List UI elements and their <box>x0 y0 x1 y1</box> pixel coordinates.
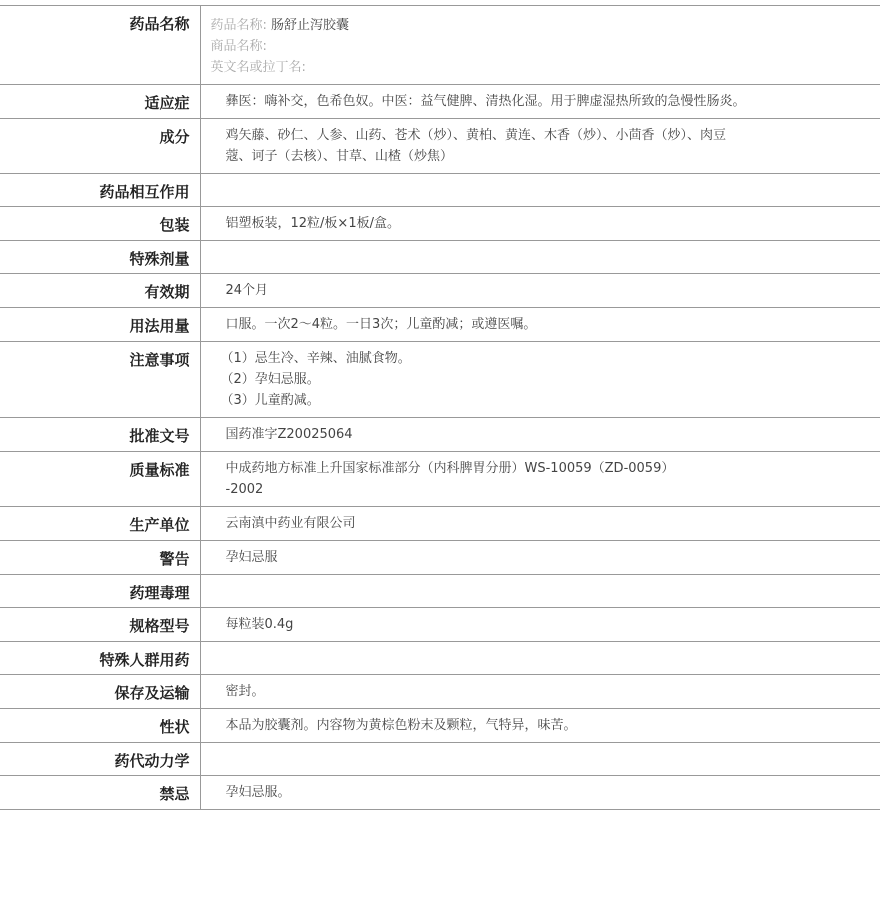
value-line: 鸡矢藤、砂仁、人参、山药、苍术（炒）、黄柏、黄连、木香（炒）、小茴香（炒）、肉豆 <box>225 128 727 143</box>
trade-name-label: 商品名称: <box>210 39 267 54</box>
table-row <box>0 675 880 709</box>
drug-name-cell <box>200 6 880 85</box>
table-row <box>0 207 880 241</box>
row-value: 彝医：嗨补交，色希色奴。中医：益气健脾、清热化湿。用于脾虚湿热所致的急慢性肠炎。 <box>200 85 880 119</box>
table-row <box>0 608 880 642</box>
row-label: 有效期 <box>0 274 200 308</box>
row-value: 口服。一次2～4粒。一日3次；儿童酌减；或遵医嘱。 <box>200 308 880 342</box>
value-line: （1）忌生冷、辛辣、油腻食物。 <box>220 351 411 366</box>
table-row <box>0 342 880 418</box>
table-row <box>0 174 880 207</box>
table-row <box>0 241 880 274</box>
row-value <box>200 642 880 675</box>
row-value <box>200 342 880 418</box>
table-row <box>0 575 880 608</box>
table-row <box>0 507 880 541</box>
table-row <box>0 776 880 810</box>
row-value <box>200 743 880 776</box>
row-label: 特殊人群用药 <box>0 642 200 675</box>
row-value: 孕妇忌服。 <box>200 776 880 810</box>
row-label: 警告 <box>0 541 200 575</box>
table-row <box>0 119 880 174</box>
english-name-label: 英文名或拉丁名: <box>210 60 306 75</box>
row-label: 包装 <box>0 207 200 241</box>
row-label: 适应症 <box>0 85 200 119</box>
table-row <box>0 743 880 776</box>
value-line: （3）儿童酌减。 <box>220 393 320 408</box>
row-label: 特殊剂量 <box>0 241 200 274</box>
generic-name-line <box>211 15 871 36</box>
row-value <box>200 575 880 608</box>
row-value <box>200 119 880 174</box>
row-label: 用法用量 <box>0 308 200 342</box>
row-value: 孕妇忌服 <box>200 541 880 575</box>
row-label: 药品相互作用 <box>0 174 200 207</box>
value-line: -2002 <box>225 482 264 497</box>
row-label: 规格型号 <box>0 608 200 642</box>
table-row <box>0 418 880 452</box>
table-row <box>0 452 880 507</box>
value-line: 中成药地方标准上升国家标准部分（内科脾胃分册）WS-10059（ZD-0059） <box>225 461 675 476</box>
table-row <box>0 642 880 675</box>
row-label: 药代动力学 <box>0 743 200 776</box>
row-label: 注意事项 <box>0 342 200 418</box>
row-label: 质量标准 <box>0 452 200 507</box>
row-label: 药理毒理 <box>0 575 200 608</box>
row-value <box>200 174 880 207</box>
row-value: 国药准字Z20025064 <box>200 418 880 452</box>
generic-name-value: 肠舒止泻胶囊 <box>271 18 350 33</box>
value-line: 蔻、诃子（去核）、甘草、山楂（炒焦） <box>225 149 454 164</box>
row-value: 铝塑板装，12粒/板×1板/盒。 <box>200 207 880 241</box>
row-value: 本品为胶囊剂。内容物为黄棕色粉末及颗粒，气特异，味苦。 <box>200 709 880 743</box>
row-value <box>200 452 880 507</box>
row-label: 禁忌 <box>0 776 200 810</box>
row-label: 生产单位 <box>0 507 200 541</box>
row-value: 密封。 <box>200 675 880 709</box>
table-row <box>0 6 880 85</box>
table-row <box>0 274 880 308</box>
row-value: 每粒装0.4g <box>200 608 880 642</box>
table-row <box>0 709 880 743</box>
table-row <box>0 85 880 119</box>
row-value: 云南滇中药业有限公司 <box>200 507 880 541</box>
table-row <box>0 308 880 342</box>
row-label: 批准文号 <box>0 418 200 452</box>
row-label: 性状 <box>0 709 200 743</box>
row-label: 药品名称 <box>0 6 200 85</box>
row-value <box>200 241 880 274</box>
table-row <box>0 541 880 575</box>
row-label: 保存及运输 <box>0 675 200 709</box>
row-label: 成分 <box>0 119 200 174</box>
row-value: 24个月 <box>200 274 880 308</box>
value-line: （2）孕妇忌服。 <box>220 372 320 387</box>
drug-spec-table <box>0 5 880 810</box>
generic-name-label: 药品名称: <box>210 18 267 33</box>
